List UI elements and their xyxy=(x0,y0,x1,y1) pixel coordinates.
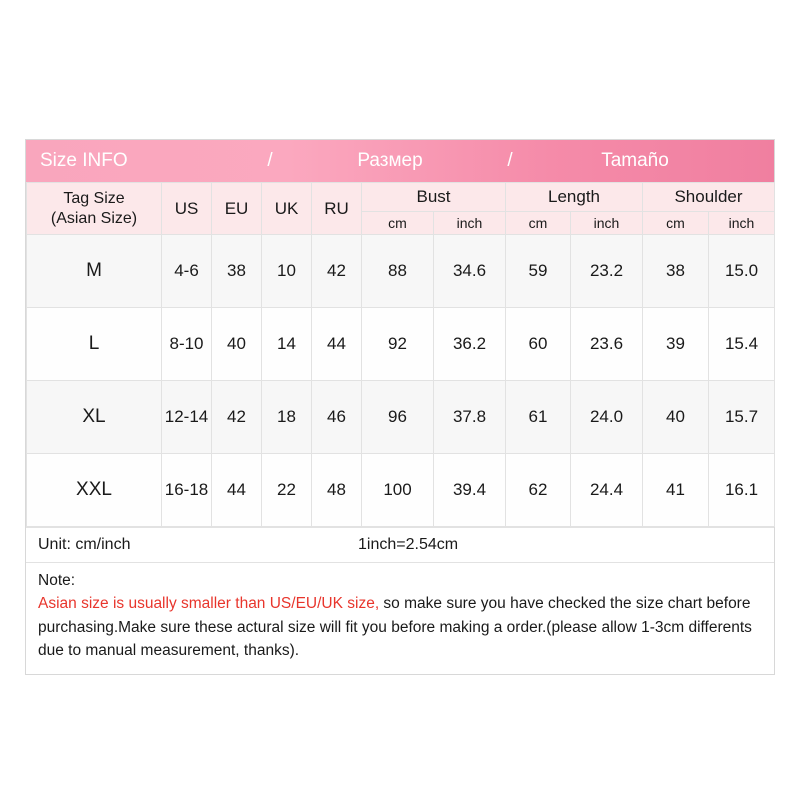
conversion-label: 1inch=2.54cm xyxy=(358,536,459,553)
cell-size: XL xyxy=(27,381,162,454)
size-table xyxy=(26,182,775,527)
cell-bust-inch: 39.4 xyxy=(434,454,506,527)
header-uk: UK xyxy=(262,183,312,235)
header-ru: RU xyxy=(312,183,362,235)
header-us: US xyxy=(162,183,212,235)
cell-shoulder-cm: 40 xyxy=(643,381,709,454)
header-length-inch: inch xyxy=(571,212,643,235)
cell-shoulder-cm: 39 xyxy=(643,308,709,381)
cell-bust-cm: 100 xyxy=(362,454,434,527)
header-length: Length xyxy=(506,183,643,212)
header-bust: Bust xyxy=(362,183,506,212)
cell-size: M xyxy=(27,235,162,308)
cell-ru: 46 xyxy=(312,381,362,454)
note-block xyxy=(26,562,774,674)
cell-bust-inch: 36.2 xyxy=(434,308,506,381)
cell-ru: 42 xyxy=(312,235,362,308)
cell-shoulder-cm: 41 xyxy=(643,454,709,527)
title-size-info: Size INFO xyxy=(40,150,128,171)
chart-title-band xyxy=(26,140,774,182)
header-length-cm: cm xyxy=(506,212,571,235)
cell-size: L xyxy=(27,308,162,381)
cell-length-inch: 24.0 xyxy=(571,381,643,454)
note-label: Note: xyxy=(38,572,76,589)
cell-shoulder-inch: 15.7 xyxy=(709,381,775,454)
header-tag-size xyxy=(27,183,162,235)
title-separator-2: / xyxy=(507,150,513,171)
cell-eu: 38 xyxy=(212,235,262,308)
cell-us: 8-10 xyxy=(162,308,212,381)
cell-uk: 14 xyxy=(262,308,312,381)
cell-length-cm: 59 xyxy=(506,235,571,308)
note-warning-text: Asian size is usually smaller than US/EU/UK size, xyxy=(38,595,380,613)
cell-eu: 40 xyxy=(212,308,262,381)
title-size-russian: Размер xyxy=(357,150,423,171)
table-row xyxy=(27,454,775,527)
cell-shoulder-inch: 16.1 xyxy=(709,454,775,527)
cell-length-inch: 24.4 xyxy=(571,454,643,527)
cell-size: XXL xyxy=(27,454,162,527)
cell-eu: 42 xyxy=(212,381,262,454)
cell-bust-inch: 37.8 xyxy=(434,381,506,454)
cell-eu: 44 xyxy=(212,454,262,527)
cell-us: 16-18 xyxy=(162,454,212,527)
header-tag-size-line2: (Asian Size) xyxy=(50,209,138,227)
cell-bust-cm: 88 xyxy=(362,235,434,308)
table-row xyxy=(27,381,775,454)
header-tag-size-line1: Tag Size xyxy=(63,189,125,207)
header-shoulder-inch: inch xyxy=(709,212,775,235)
unit-row xyxy=(26,527,774,562)
cell-length-inch: 23.2 xyxy=(571,235,643,308)
cell-ru: 48 xyxy=(312,454,362,527)
header-shoulder: Shoulder xyxy=(643,183,775,212)
table-header-row-1 xyxy=(27,183,775,212)
cell-ru: 44 xyxy=(312,308,362,381)
header-bust-cm: cm xyxy=(362,212,434,235)
title-size-spanish: Tamaño xyxy=(601,150,669,171)
cell-uk: 22 xyxy=(262,454,312,527)
header-shoulder-cm: cm xyxy=(643,212,709,235)
cell-bust-inch: 34.6 xyxy=(434,235,506,308)
cell-shoulder-cm: 38 xyxy=(643,235,709,308)
cell-length-cm: 62 xyxy=(506,454,571,527)
cell-shoulder-inch: 15.4 xyxy=(709,308,775,381)
note-body-text: so make sure you have checked the size chart before purchasing.Make sure these actural size will fit you before making a order.(please allow 1-3cm differents due to manual measurement, thanks). xyxy=(38,595,752,659)
cell-bust-cm: 92 xyxy=(362,308,434,381)
table-row xyxy=(27,235,775,308)
cell-length-cm: 61 xyxy=(506,381,571,454)
cell-uk: 10 xyxy=(262,235,312,308)
cell-length-cm: 60 xyxy=(506,308,571,381)
cell-us: 12-14 xyxy=(162,381,212,454)
cell-uk: 18 xyxy=(262,381,312,454)
header-eu: EU xyxy=(212,183,262,235)
cell-shoulder-inch: 15.0 xyxy=(709,235,775,308)
size-chart xyxy=(25,139,775,675)
header-bust-inch: inch xyxy=(434,212,506,235)
cell-length-inch: 23.6 xyxy=(571,308,643,381)
cell-us: 4-6 xyxy=(162,235,212,308)
unit-label: Unit: cm/inch xyxy=(38,536,131,553)
table-row xyxy=(27,308,775,381)
title-separator-1: / xyxy=(267,150,273,171)
cell-bust-cm: 96 xyxy=(362,381,434,454)
